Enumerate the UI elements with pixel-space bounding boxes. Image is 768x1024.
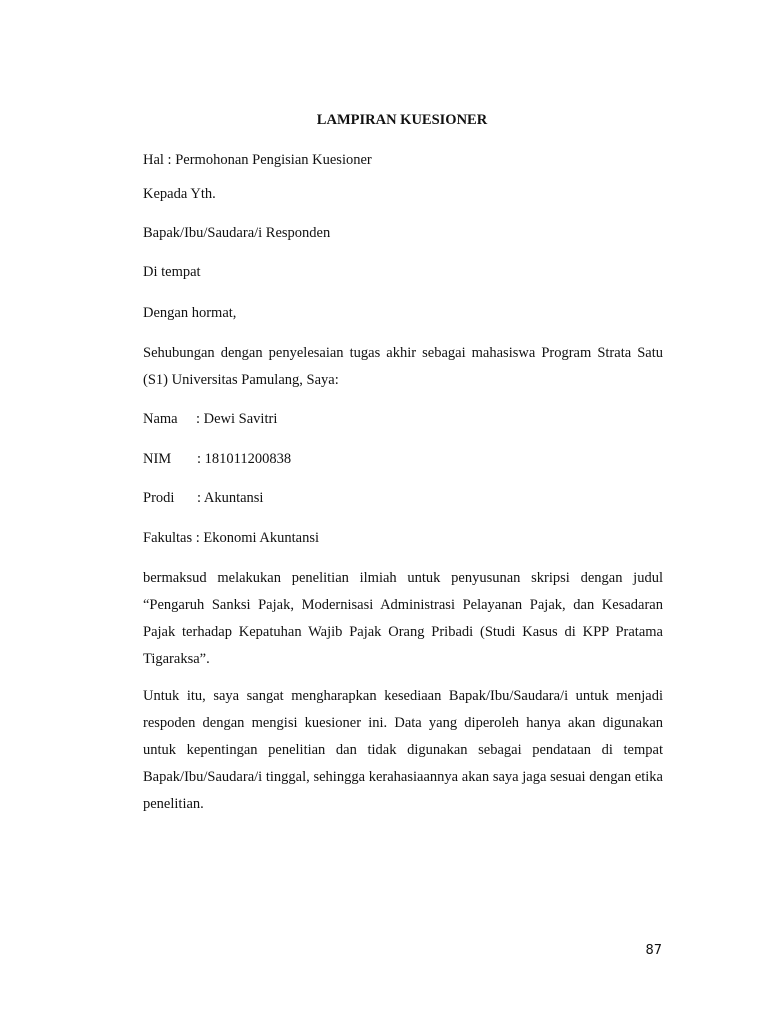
- field-nama-label: Nama: [143, 411, 178, 427]
- field-fakultas-label: Fakultas: [143, 530, 193, 546]
- field-fakultas: [143, 529, 319, 547]
- field-nim: [143, 450, 291, 468]
- field-nim-label: NIM: [143, 451, 172, 467]
- field-fakultas-value: : Ekonomi Akuntansi: [195, 530, 320, 546]
- place-line: Di tempat: [143, 264, 201, 280]
- field-nama: [143, 410, 277, 428]
- recipient-name: Bapak/Ibu/Saudara/i Responden: [143, 225, 331, 241]
- recipient-heading: Kepada Yth.: [143, 186, 216, 202]
- page-number: 87: [645, 943, 662, 958]
- field-nama-value: : Dewi Savitri: [196, 411, 278, 427]
- field-prodi-value: : Akuntansi: [197, 490, 264, 506]
- field-prodi-label: Prodi: [143, 490, 175, 506]
- purpose-paragraph: bermaksud melakukan penelitian ilmiah untuk penyusunan skripsi dengan judul “Pengaruh Sanksi Pajak, Modernisasi Administrasi Pelayanan Pajak, dan Kesadaran Pajak terhadap Kepatuhan Wajib Pajak Orang Pribadi (Studi Kasus di KPP Pratama Tigaraksa”.: [143, 570, 663, 667]
- subject-line: Hal : Permohonan Pengisian Kuesioner: [143, 152, 372, 168]
- greeting-line: Dengan hormat,: [143, 305, 237, 321]
- page-title: LAMPIRAN KUESIONER: [316, 112, 488, 128]
- request-paragraph: Untuk itu, saya sangat mengharapkan kesediaan Bapak/Ibu/Saudara/i untuk menjadi respoden dengan mengisi kuesioner ini. Data yang diperoleh hanya akan digunakan untuk kepentingan penelitian dan tidak digunakan sebagai pendataan di tempat Bapak/Ibu/Saudara/i tinggal, sehingga kerahasiaannya akan saya jaga sesuai dengan etika penelitian.: [143, 688, 663, 812]
- intro-paragraph: Sehubungan dengan penyelesaian tugas akhir sebagai mahasiswa Program Strata Satu (S1) Universitas Pamulang, Saya:: [143, 345, 663, 388]
- field-prodi: [143, 489, 263, 507]
- field-nim-value: : 181011200838: [197, 451, 292, 467]
